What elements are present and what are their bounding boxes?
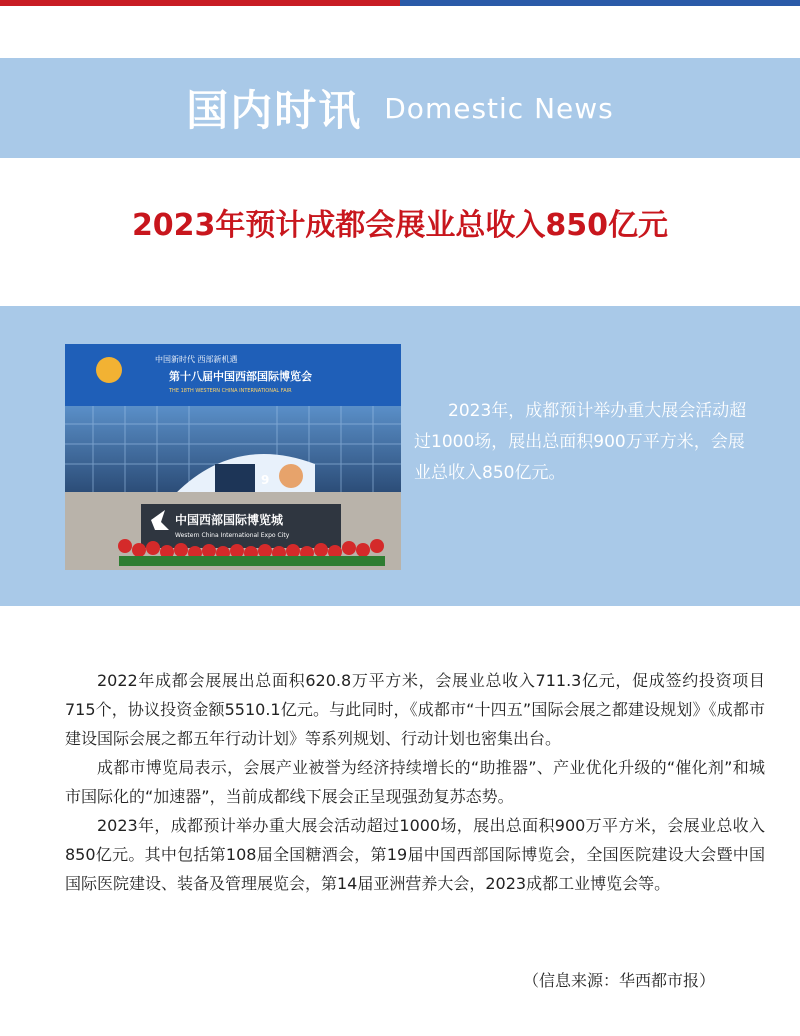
- billboard-subtitle: THE 18TH WESTERN CHINA INTERNATIONAL FAIR: [169, 388, 292, 394]
- sign-title-zh: 中国西部国际博览城: [175, 513, 284, 527]
- article-headline: 2023年预计成都会展业总收入850亿元: [131, 208, 669, 243]
- top-color-bar: [0, 0, 800, 6]
- feature-summary: 2023年，成都预计举办重大展会活动超过1000场，展出总面积900万平方米，会展业总收入850亿元。: [414, 401, 747, 483]
- hall-number: 9: [261, 473, 270, 487]
- sign-title-en: Western China International Expo City: [175, 532, 290, 539]
- section-title-zh: 国内时讯: [186, 86, 363, 135]
- section-banner: [0, 58, 800, 158]
- billboard-title: 第十八届中国西部国际博览会: [169, 370, 312, 383]
- paragraph: 成都市博览局表示，会展产业被誉为经济持续增长的“助推器”、产业优化升级的“催化剂”和城市国际化的“加速器”，当前成都线下展会正呈现强劲复苏态势。: [65, 758, 765, 806]
- article-body: [65, 666, 765, 898]
- paragraph: 2022年成都会展展出总面积620.8万平方米，会展业总收入711.3亿元，促成签约投资项目715个，协议投资金额5510.1亿元。与此同时，《成都市“十四五”国际会展之都建设规划》《成都市建设国际会展之都五年行动计划》等系列规划、行动计划也密集出台。: [65, 671, 765, 748]
- source-credit: （信息来源：华西都市报）: [522, 971, 715, 990]
- paragraph: 2023年，成都预计举办重大展会活动超过1000场，展出总面积900万平方米，会展业总收入850亿元。其中包括第108届全国糖酒会，第19届中国西部国际博览会，全国医院建设大会暨中国国际医院建设、装备及管理展览会，第14届亚洲营养大会，2023成都工业博览会等。: [65, 816, 765, 893]
- feature-panel: [0, 306, 800, 606]
- section-title-en: Domestic News: [384, 91, 614, 125]
- billboard-slogan: 中国新时代 西部新机遇: [155, 355, 238, 364]
- expo-photo-illustration: [65, 344, 401, 570]
- expo-photo: [65, 344, 401, 570]
